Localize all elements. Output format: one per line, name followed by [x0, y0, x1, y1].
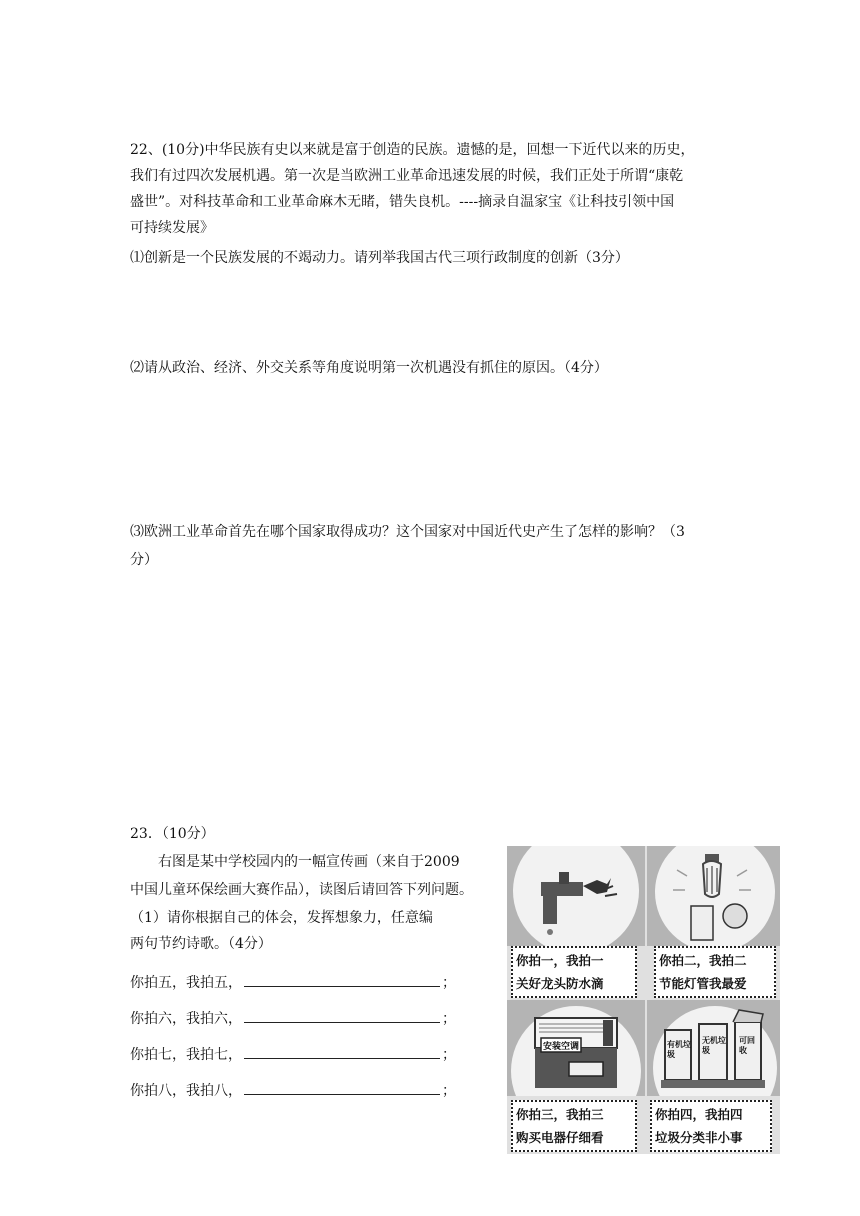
caption-3-line-1: 你拍三，我拍三 [516, 1107, 604, 1122]
q22-subquestion-2: ⑵请从政治、经济、外交关系等角度说明第一次机遇没有抓住的原因。（4分） [130, 360, 608, 376]
q22-subquestion-1: ⑴创新是一个民族发展的不竭动力。请列举我国古代三项行政制度的创新（3分） [130, 250, 629, 266]
poster-caption-3 [511, 1100, 637, 1152]
q23-subquestion-1-line-1: （1）请你根据自己的体会，发挥想象力，任意编 [130, 910, 433, 926]
poster-panel-lamp [647, 846, 780, 946]
bin-label-1: 有机垃圾 [667, 1040, 691, 1059]
fill-line-8 [130, 1080, 456, 1101]
faucet-icon [507, 846, 645, 946]
answer-blank[interactable] [244, 1008, 440, 1023]
q22-text-line-4: 可持续发展》 [130, 220, 214, 236]
bin-label-2: 无机垃圾 [702, 1036, 726, 1055]
q23-heading: 23．（10分） [130, 826, 215, 842]
q22-text-line-1: 22、(10分)中华民族有史以来就是富于创造的民族。遗憾的是，回想一下近代以来的历史， [130, 142, 695, 158]
poster-panel-faucet [507, 846, 645, 946]
fill-line-6 [130, 1008, 456, 1029]
caption-1-line-1: 你拍一，我拍一 [516, 953, 604, 968]
lightbulb-icon [647, 846, 780, 946]
answer-blank[interactable] [244, 972, 440, 987]
fill-prefix: 你拍五，我拍五， [130, 975, 242, 991]
fill-prefix: 你拍八，我拍八， [130, 1083, 242, 1099]
q22-text-line-3: 盛世”。对科技革命和工业革命麻木无睹，错失良机。----摘录自温家宝《让科技引领中国 [130, 194, 675, 210]
ac-label: 安装空调 [543, 1042, 580, 1052]
fill-prefix: 你拍六，我拍六， [130, 1011, 242, 1027]
caption-3-line-2: 购买电器仔细看 [516, 1130, 604, 1145]
poster-caption-2 [654, 946, 776, 998]
poster-panel-garbage-bins [647, 1000, 780, 1096]
bin-label-3: 可回收 [739, 1036, 755, 1055]
answer-blank[interactable] [244, 1044, 440, 1059]
poster-panel-air-conditioner [507, 1000, 645, 1096]
fill-suffix: ； [442, 1083, 456, 1099]
propaganda-poster [507, 846, 780, 1154]
q22-text-line-2: 我们有过四次发展机遇。第一次是当欧洲工业革命迅速发展的时候，我们正处于所谓“康乾 [130, 168, 684, 184]
q23-intro-line-1: 右图是某中学校园内的一幅宣传画（来自于2009 [158, 854, 460, 870]
fill-suffix: ； [442, 975, 456, 991]
caption-4-line-2: 垃圾分类非小事 [655, 1130, 743, 1145]
q23-subquestion-1-line-2: 两句节约诗歌。（4分） [130, 936, 272, 952]
fill-prefix: 你拍七，我拍七， [130, 1047, 242, 1063]
fill-suffix: ； [442, 1011, 456, 1027]
fill-suffix: ； [442, 1047, 456, 1063]
fill-line-7 [130, 1044, 456, 1065]
caption-4-line-1: 你拍四，我拍四 [655, 1107, 743, 1122]
caption-1-line-2: 关好龙头防水滴 [516, 976, 604, 991]
answer-blank[interactable] [244, 1080, 440, 1095]
poster-caption-4 [650, 1100, 772, 1152]
caption-2-line-2: 节能灯管我最爱 [659, 976, 747, 991]
caption-2-line-1: 你拍二，我拍二 [659, 953, 747, 968]
q22-subquestion-3-line-1: ⑶欧洲工业革命首先在哪个国家取得成功？这个国家对中国近代史产生了怎样的影响？（3 [130, 524, 685, 540]
poster-caption-1 [511, 946, 637, 998]
fill-line-5 [130, 972, 456, 993]
q23-intro-line-2: 中国儿童环保绘画大赛作品），读图后请回答下列问题。 [130, 882, 473, 898]
q22-subquestion-3-line-2: 分） [130, 552, 158, 568]
